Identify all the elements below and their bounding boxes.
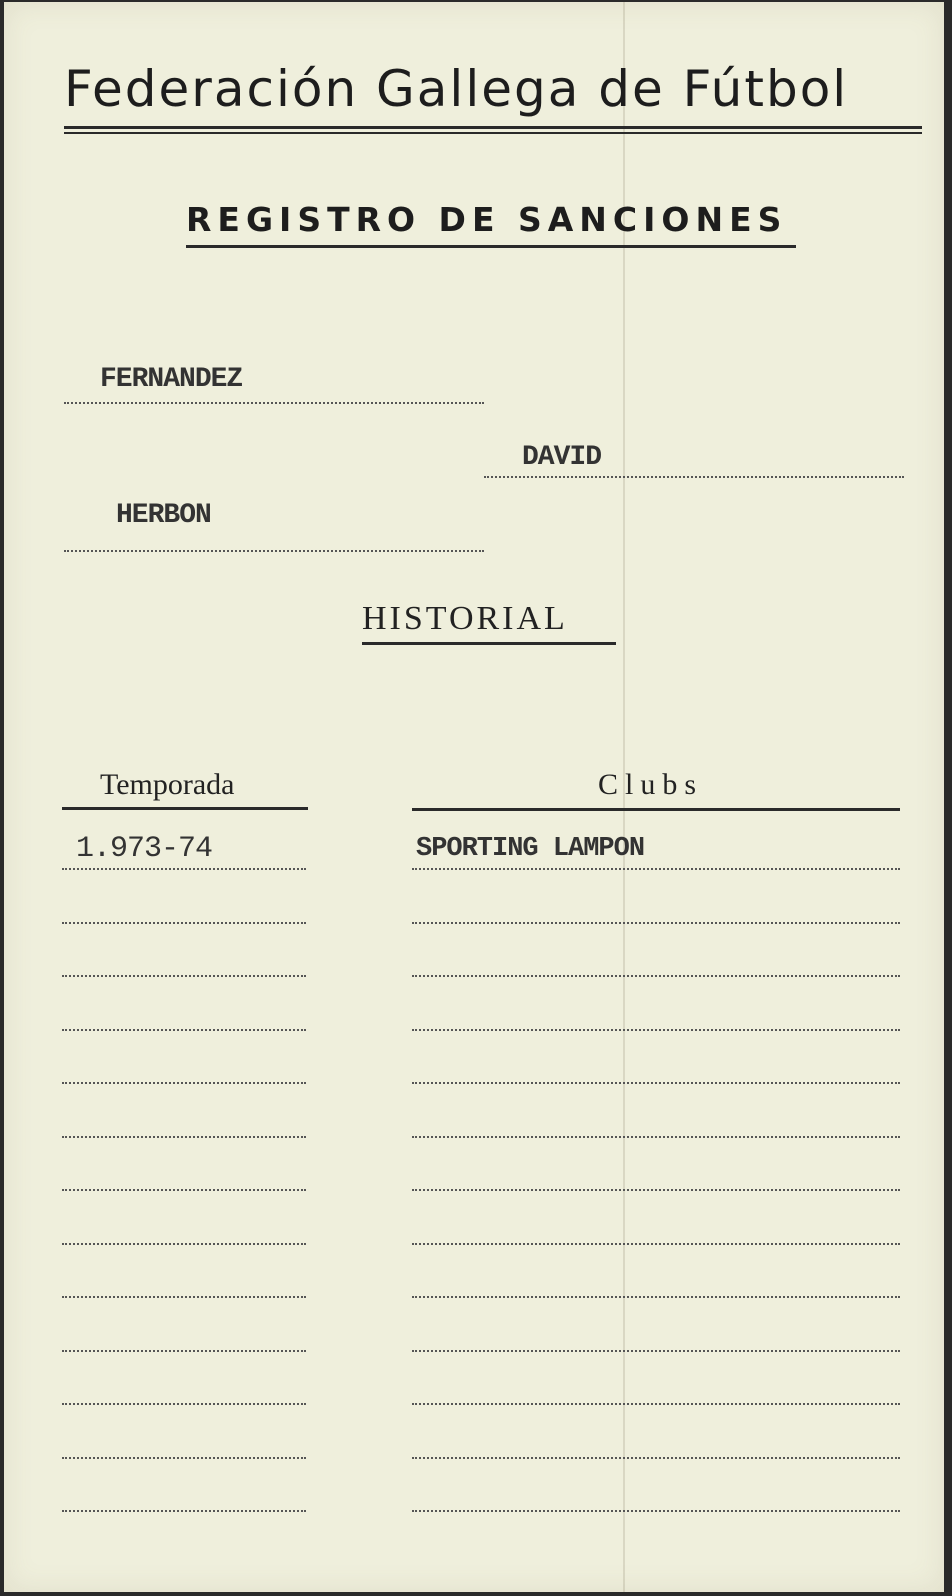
club-line — [412, 975, 900, 977]
surname1-value: FERNANDEZ — [100, 364, 243, 395]
season-line — [62, 1296, 306, 1298]
season-column-header: Temporada — [100, 768, 235, 801]
season-line — [62, 1350, 306, 1352]
registry-subtitle: REGISTRO DE SANCIONES — [186, 200, 788, 239]
season-line — [62, 1029, 306, 1031]
season-line — [62, 1457, 306, 1459]
history-title: HISTORIAL — [362, 600, 568, 637]
club-line — [412, 868, 900, 870]
club-line — [412, 1136, 900, 1138]
club-line — [412, 1296, 900, 1298]
club-line — [412, 1457, 900, 1459]
season-line — [62, 922, 306, 924]
season-line — [62, 1510, 306, 1512]
club-line — [412, 1350, 900, 1352]
season-line — [62, 1136, 306, 1138]
season-column-rule — [62, 807, 308, 810]
season-line — [62, 975, 306, 977]
surname2-line — [64, 550, 484, 552]
club-cell: SPORTING LAMPON — [416, 834, 645, 864]
season-line — [62, 1082, 306, 1084]
club-line — [412, 1029, 900, 1031]
given-name-line — [484, 476, 904, 478]
season-line — [62, 1243, 306, 1245]
given-name-value: DAVID — [522, 442, 602, 473]
season-cell: 1.973-74 — [76, 832, 213, 866]
title-rule-bottom — [64, 132, 922, 134]
registration-card — [4, 2, 944, 1592]
federation-title: Federación Gallega de Fútbol — [64, 60, 849, 118]
clubs-column-header: Clubs — [598, 768, 704, 801]
surname2-value: HERBON — [116, 500, 211, 531]
subtitle-underline — [186, 245, 796, 248]
club-line — [412, 922, 900, 924]
club-line — [412, 1243, 900, 1245]
club-line — [412, 1082, 900, 1084]
clubs-column-rule — [412, 808, 900, 811]
club-line — [412, 1189, 900, 1191]
season-line — [62, 1403, 306, 1405]
season-line — [62, 868, 306, 870]
surname1-line — [64, 402, 484, 404]
season-line — [62, 1189, 306, 1191]
club-line — [412, 1403, 900, 1405]
club-line — [412, 1510, 900, 1512]
title-rule-top — [64, 126, 922, 129]
history-underline — [362, 642, 616, 645]
